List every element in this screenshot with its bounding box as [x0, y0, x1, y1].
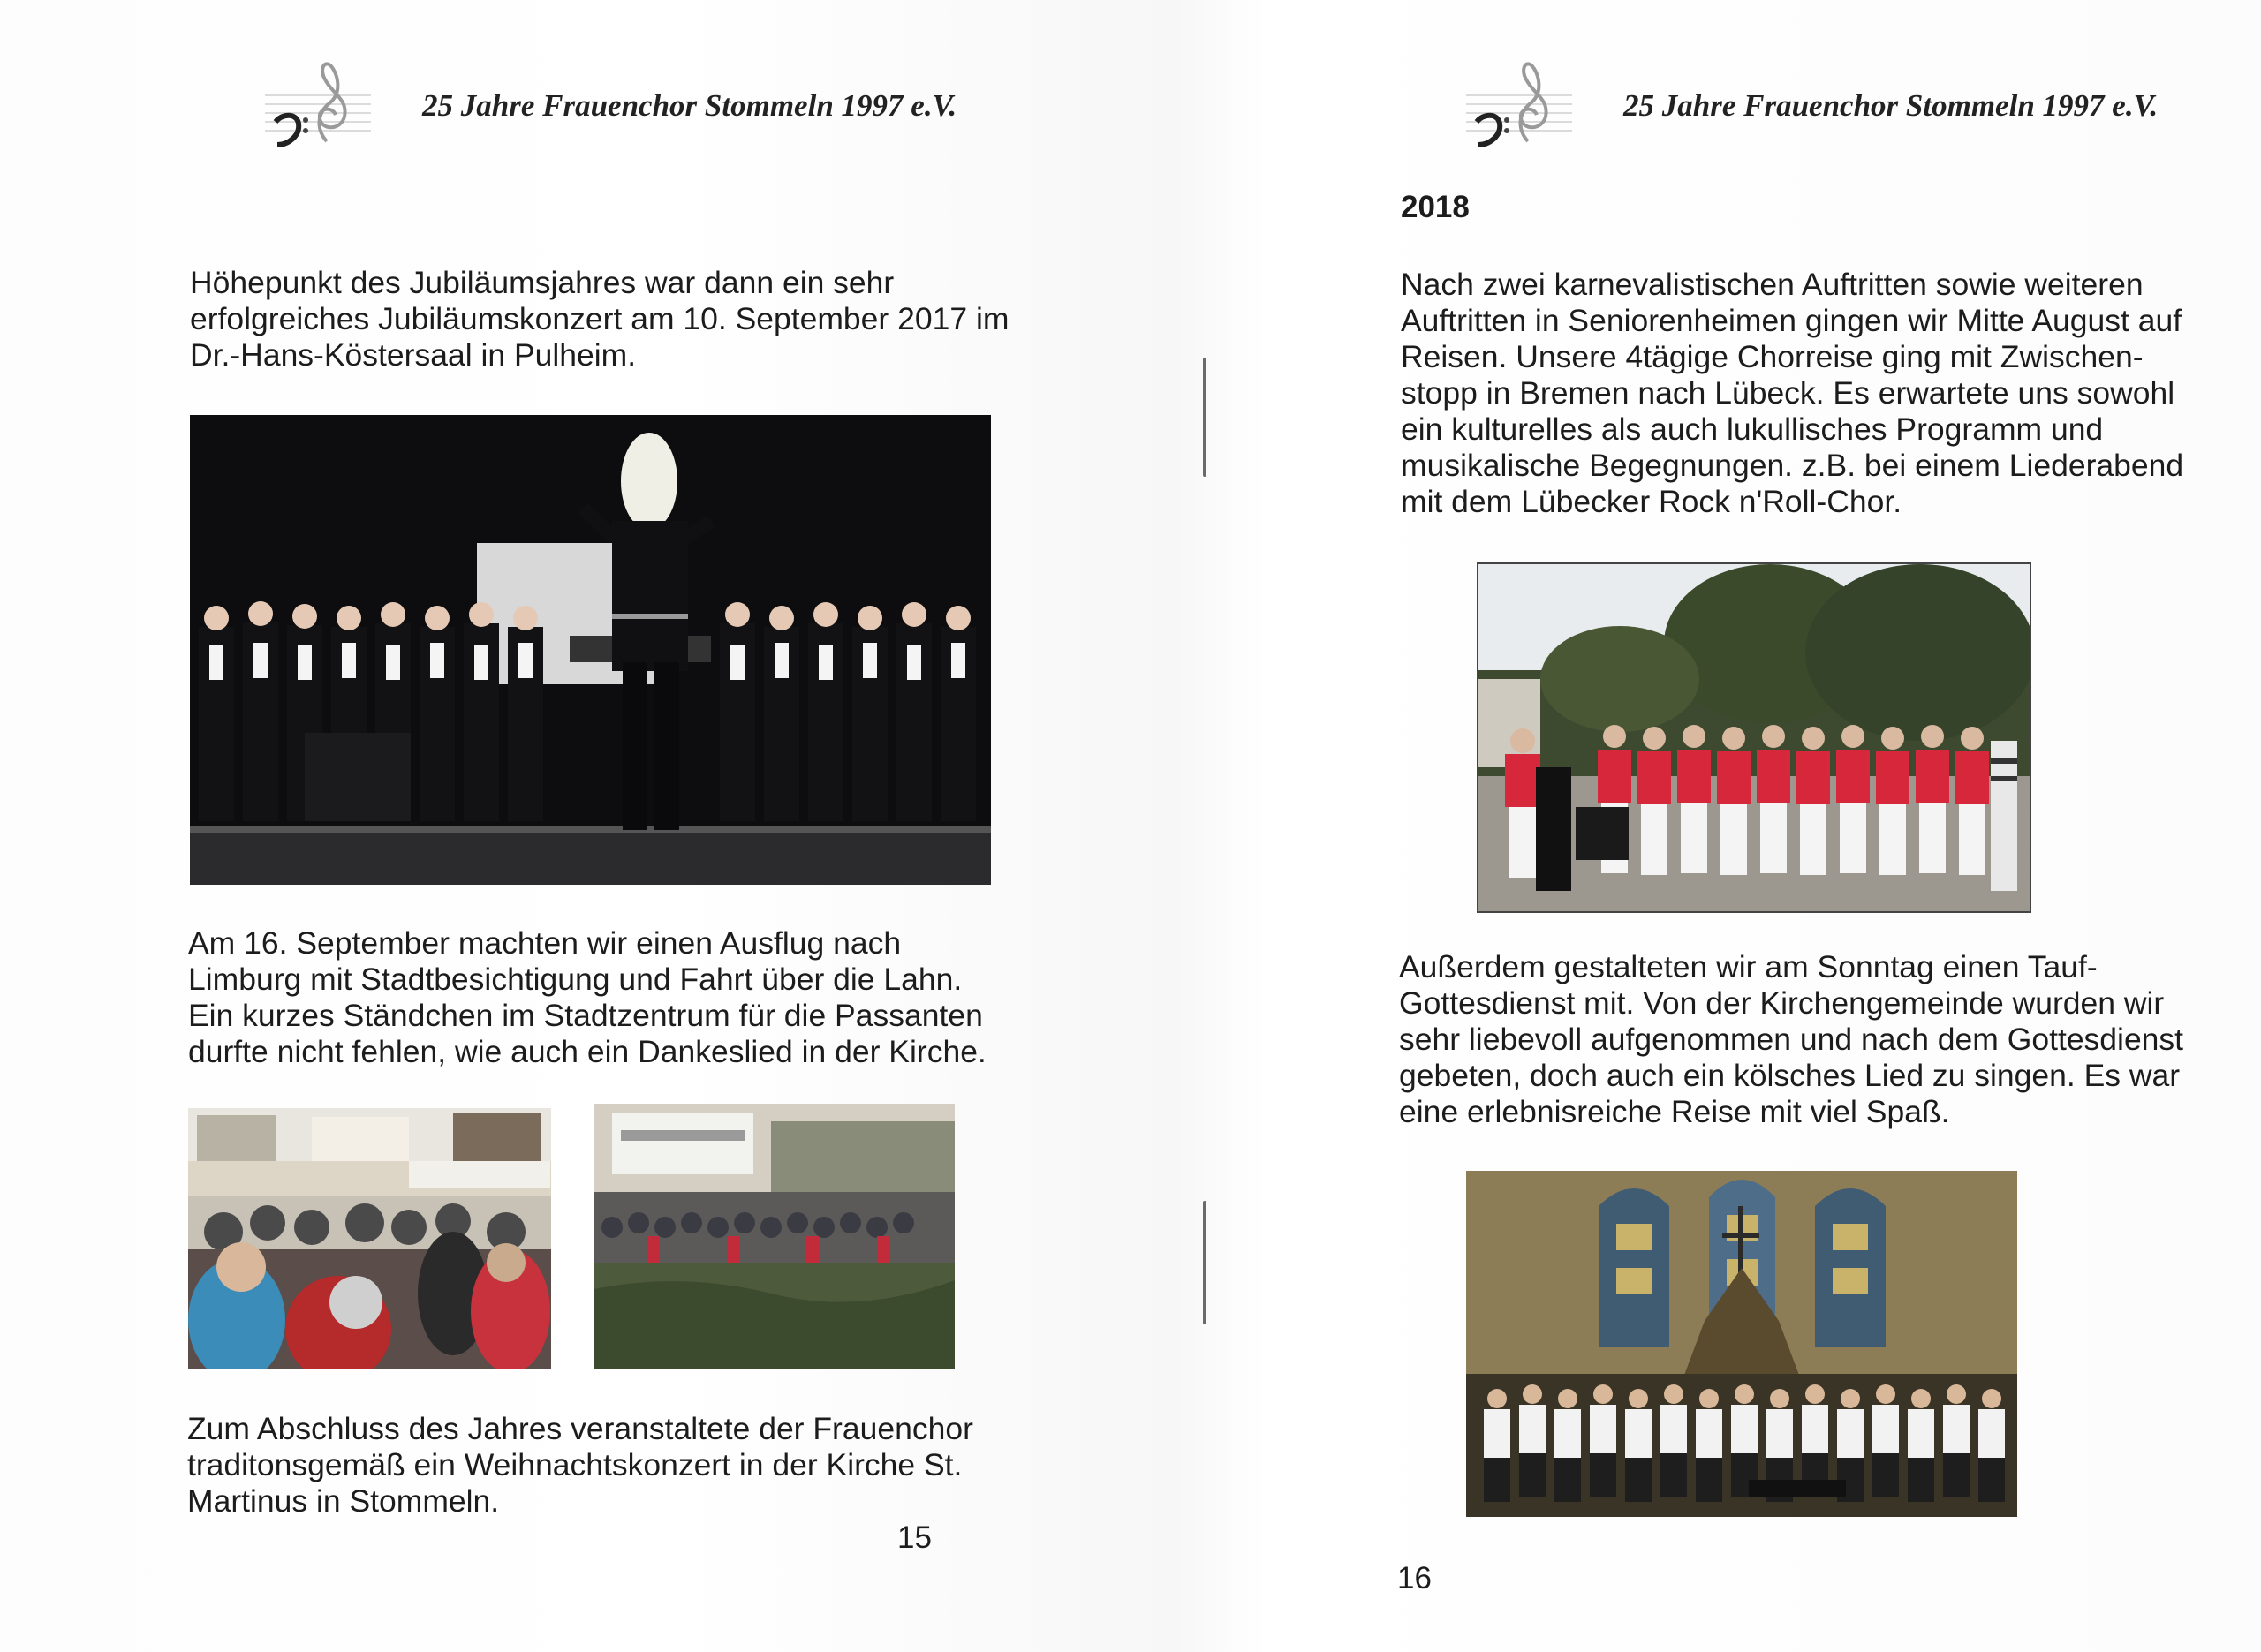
text-line: Zum Abschluss des Jahres veranstaltete der Frauenchor	[187, 1411, 973, 1446]
page-16	[1183, 0, 2261, 1652]
paragraph-choir-trip	[1401, 267, 2249, 520]
text-line: sehr liebevoll aufgenommen und nach dem Gottesdienst	[1399, 1022, 2184, 1057]
text-line: Auftritten in Seniorenheimen gingen wir Mitte August auf	[1401, 303, 2182, 338]
page-header	[1457, 53, 2158, 150]
photo-limburg-street	[188, 1108, 551, 1369]
music-clef-logo-icon	[1457, 53, 1581, 150]
music-clef-logo-icon	[256, 53, 380, 150]
photo-luebeck-outdoor	[1477, 562, 2031, 913]
page-header	[256, 53, 957, 150]
header-title: 25 Jahre Frauenchor Stommeln 1997 e.V.	[1623, 88, 2159, 123]
page-number: 15	[897, 1520, 932, 1555]
header-title: 25 Jahre Frauenchor Stommeln 1997 e.V.	[422, 88, 957, 123]
paragraph-limburg-trip	[188, 925, 1142, 1070]
paragraph-christmas-concert	[187, 1411, 1141, 1520]
text-line: Ein kurzes Ständchen im Stadtzentrum für die Passanten	[188, 998, 983, 1033]
page-number: 16	[1397, 1561, 1432, 1595]
text-line: Dr.-Hans-Köstersaal in Pulheim.	[190, 337, 637, 373]
text-line: Gottesdienst mit. Von der Kirchengemeinde wurden wir	[1399, 985, 2165, 1021]
text-line: ein kulturelles als auch lukullisches Programm und	[1401, 411, 2104, 447]
photo-jubilee-concert	[190, 415, 991, 885]
text-line: Martinus in Stommeln.	[187, 1483, 500, 1519]
text-line: erfolgreiches Jubiläumskonzert am 10. September 2017 im	[190, 301, 1010, 336]
photo-lahn-riverbank	[594, 1104, 955, 1369]
text-line: musikalische Begegnungen. z.B. bei einem Liederabend	[1401, 448, 2184, 483]
section-year: 2018	[1401, 190, 1470, 224]
text-line: eine erlebnisreiche Reise mit viel Spaß.	[1399, 1094, 1950, 1129]
paragraph-baptism-service	[1399, 949, 2247, 1130]
text-line: traditonsgemäß ein Weihnachtskonzert in der Kirche St.	[187, 1447, 963, 1482]
text-line: durfte nicht fehlen, wie auch ein Dankeslied in der Kirche.	[188, 1034, 987, 1069]
photo-church-choir	[1466, 1171, 2017, 1517]
text-line: Nach zwei karnevalistischen Auftritten sowie weiteren	[1401, 267, 2144, 302]
text-line: mit dem Lübecker Rock n'Roll-Chor.	[1401, 484, 1902, 519]
text-line: Limburg mit Stadtbesichtigung und Fahrt über die Lahn.	[188, 962, 963, 997]
text-line: Am 16. September machten wir einen Ausflug nach	[188, 925, 902, 961]
text-line: Außerdem gestalteten wir am Sonntag einen Tauf-	[1399, 949, 2098, 984]
text-line: Höhepunkt des Jubiläumsjahres war dann ein sehr	[190, 265, 895, 300]
text-line: Reisen. Unsere 4tägige Chorreise ging mit Zwischen-	[1401, 339, 2144, 374]
text-line: gebeten, doch auch ein kölsches Lied zu singen. Es war	[1399, 1058, 2181, 1093]
paragraph-jubilee-concert	[190, 265, 1073, 373]
text-line: stopp in Bremen nach Lübeck. Es erwartete uns sowohl	[1401, 375, 2175, 411]
